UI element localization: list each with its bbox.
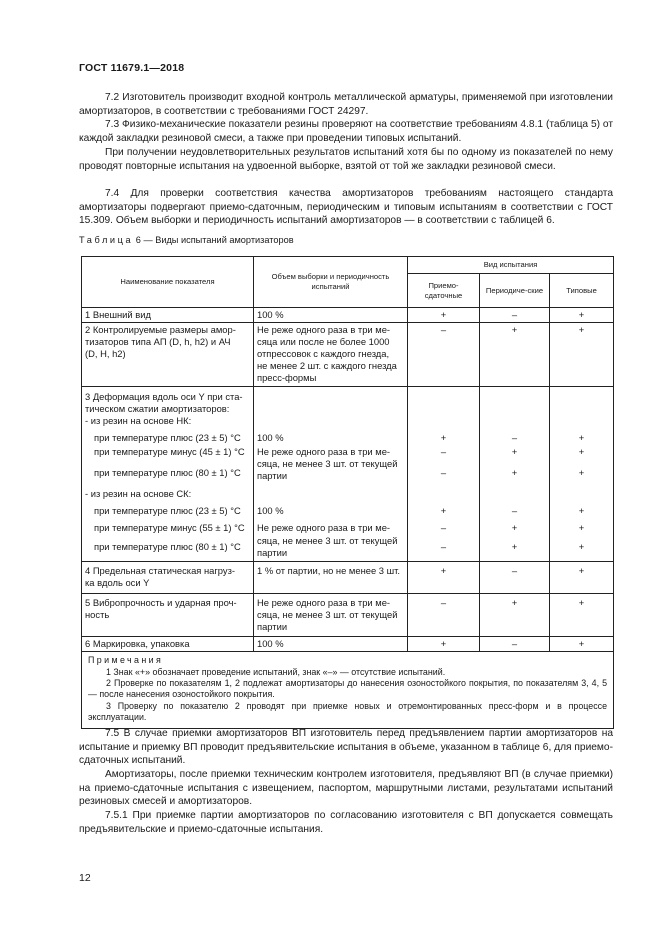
row-3c-periodic: + (480, 461, 550, 483)
note-3: 3 Проверку по показателю 2 проводят при приемке новых и отремонтированных пресс-форм и в процессе эксплуатации. (88, 700, 608, 723)
row-3b-periodic: + (480, 445, 550, 461)
row-3-name (82, 386, 254, 428)
row-1-volume: 100 % (254, 308, 408, 323)
table-row (82, 386, 614, 428)
document-header: ГОСТ 11679.1—2018 (79, 62, 185, 74)
table-row (82, 445, 614, 461)
row-3c-name: при температуре плюс (80 ± 1) °С (82, 461, 254, 483)
row-2-name (82, 323, 254, 386)
row-3-name-line: - из резин на основе НК: (85, 414, 192, 426)
table-row (82, 518, 614, 535)
row-3a-name: при температуре плюс (23 ± 5) °С (82, 428, 254, 445)
table-caption (79, 235, 294, 245)
row-5-periodic: + (480, 593, 550, 636)
row-5-name-line: 5 Вибропрочность и ударная проч- (85, 596, 237, 608)
note-1: 1 Знак «+» обозначает проведение испытаний, знак «–» — отсутствие испытаний. (106, 666, 446, 677)
row-3ef-volume-line: партии (257, 546, 288, 558)
row-3d-periodic: – (480, 504, 550, 518)
row-2-acceptance: – (408, 323, 480, 386)
row-2-volume-line: сяца или после не более 1000 (257, 336, 390, 348)
row-3bc-volume-line: Не реже одного раза в три ме- (257, 445, 391, 457)
row-1-acceptance: + (408, 308, 480, 323)
row-3-name-line: 3 Деформация вдоль оси Y при ста- (85, 390, 243, 402)
paragraph-retest: При получении неудовлетворительных результатов испытаний хотя бы по одному из показателей по нему проводят повторные испытания на удвоенной выборке, взятой от той же закладки резиновой смеси. (79, 147, 613, 172)
header-name: Наименование показателя (82, 257, 254, 308)
row-2-volume-line: пресс-формы (257, 372, 317, 384)
row-2-type: + (550, 323, 614, 386)
row-6-periodic: – (480, 637, 550, 652)
paragraph-7-4: 7.4 Для проверки соответствия качества амортизаторов требованиям настоящего стандарта амортизаторы подвергают приемо-сдаточным, периодическим и типовым испытаниям в соответствии с ГОСТ 15.309. Объем выборки и периодичность испытаний амортизаторов — в соответствии с таблицей 6. (79, 188, 613, 227)
test-types-table (81, 256, 614, 729)
row-6-acceptance: + (408, 637, 480, 652)
table-caption-word: Таблица (79, 235, 134, 245)
row-3f-periodic: + (480, 536, 550, 562)
row-2-volume-line: отпрессовок с каждого гнезда, (257, 348, 390, 360)
row-1-name: 1 Внешний вид (82, 308, 254, 323)
row-3f-name: при температуре плюс (80 ± 1) °С (82, 536, 254, 562)
row-3a-type: + (550, 428, 614, 445)
header-test-kind: Вид испытания (408, 257, 614, 274)
table-row (82, 561, 614, 593)
paragraph-7-2: 7.2 Изготовитель производит входной контроль металлической арматуры, применяемой при изготовлении амортизаторов, в соответствии с требованиями ГОСТ 24297. (79, 92, 613, 117)
row-3a-acceptance: + (408, 428, 480, 445)
paragraph-7-5: 7.5 В случае приемки амортизаторов ВП изготовитель перед предъявлением партии амортизаторов на испытание и приемку ВП проводит предъявительские испытания в объеме, указанном в таблице 6, для приемо-сдаточных испытаний. (79, 728, 613, 767)
row-3bc-volume (254, 445, 408, 483)
row-3e-type: + (550, 518, 614, 535)
row-4-name (82, 561, 254, 593)
row-3-sk-name: - из резин на основе СК: (82, 483, 254, 504)
row-3e-acceptance: – (408, 518, 480, 535)
row-3ef-volume (254, 518, 408, 561)
row-5-name (82, 593, 254, 636)
note-2: 2 Проверке по показателям 1, 2 подлежат амортизаторы до нанесения озоностойкого покрытия, по показателям 3, 4, 5 — после нанесения озоностойкого покрытия. (88, 677, 608, 700)
row-3e-name: при температуре минус (55 ± 1) °С (82, 518, 254, 535)
paragraph-7-3: 7.3 Физико-механические показатели резины проверяют на соответствие требованиям 4.8.1 (таблица 5) от каждой закладки резиновой смеси, а также при проведении типовых испытаний. (79, 119, 613, 144)
row-5-volume-line: сяца, не менее 3 шт. от текущей (257, 608, 398, 620)
row-5-volume (254, 593, 408, 636)
table-row (82, 308, 614, 323)
table-caption-title: 6 — Виды испытаний амортизаторов (133, 235, 294, 245)
notes-row (82, 652, 614, 728)
row-3d-acceptance: + (408, 504, 480, 518)
row-6-volume: 100 % (254, 637, 408, 652)
row-1-periodic: – (480, 308, 550, 323)
row-3b-name: при температуре минус (45 ± 1) °С (82, 445, 254, 461)
row-4-periodic: – (480, 561, 550, 593)
row-5-volume-line: партии (257, 620, 288, 632)
row-2-name-line: 2 Контролируемые размеры амор- (85, 324, 236, 336)
page-number: 12 (79, 872, 91, 884)
row-4-acceptance: + (408, 561, 480, 593)
row-2-volume-line: не менее 2 шт. с каждого гнезда (257, 360, 397, 372)
row-5-acceptance: – (408, 593, 480, 636)
paragraph-presentation: Амортизаторы, после приемки техническим контролем изготовителя, предъявляют ВП (в случае приемки) на приемо-сдаточные испытания с извещением, паспортом, маршрутными листами, результатами испытаний резиновых смесей и амортизаторов. (79, 769, 613, 808)
row-3ef-volume-line: Не реже одного раза в три ме- (257, 522, 391, 534)
row-2-volume (254, 323, 408, 386)
row-4-name-line: ка вдоль оси Y (85, 576, 150, 588)
row-3a-periodic: – (480, 428, 550, 445)
row-3d-name: при температуре плюс (23 ± 5) °С (82, 504, 254, 518)
row-6-name: 6 Маркировка, упаковка (82, 637, 254, 652)
paragraph-7-5-1: 7.5.1 При приемке партии амортизаторов по согласованию изготовителя с ВП допускается совмещать предъявительские и приемо-сдаточные испытания. (79, 810, 613, 835)
notes-title: Примечания (88, 655, 164, 666)
row-3c-type: + (550, 461, 614, 483)
header-volume: Объем выборки и периодичность испытаний (254, 257, 408, 308)
row-3bc-volume-line: сяца, не менее 3 шт. от текущей (257, 458, 398, 470)
row-5-volume-line: Не реже одного раза в три ме- (257, 596, 391, 608)
row-4-type: + (550, 561, 614, 593)
row-5-type: + (550, 593, 614, 636)
row-1-type: + (550, 308, 614, 323)
row-3bc-volume-line: партии (257, 470, 288, 482)
row-3b-acceptance: – (408, 445, 480, 461)
row-6-type: + (550, 637, 614, 652)
row-2-name-line: тизаторов типа АП (D, h, h2) и АЧ (85, 336, 231, 348)
table-row (82, 637, 614, 652)
header-type: Типовые (550, 274, 614, 308)
table-row (82, 428, 614, 445)
row-3e-periodic: + (480, 518, 550, 535)
header-periodic: Периодиче-ские (480, 274, 550, 308)
row-3-name-line: тическом сжатии амортизаторов: (85, 402, 230, 414)
table-row (82, 483, 614, 504)
row-3c-acceptance: – (408, 461, 480, 483)
row-4-volume: 1 % от партии, но не менее 3 шт. (254, 561, 408, 593)
table-row (82, 323, 614, 386)
row-3d-volume: 100 % (254, 504, 408, 518)
table-notes (82, 652, 614, 728)
row-2-periodic: + (480, 323, 550, 386)
row-5-name-line: ность (85, 608, 110, 620)
row-3b-type: + (550, 445, 614, 461)
table-row (82, 504, 614, 518)
row-3f-acceptance: – (408, 536, 480, 562)
header-acceptance: Приемо-сдаточные (408, 274, 480, 308)
row-2-volume-line: Не реже одного раза в три ме- (257, 324, 391, 336)
row-2-name-line: (D, H, h2) (85, 348, 126, 360)
row-3a-volume: 100 % (254, 428, 408, 445)
row-3ef-volume-line: сяца, не менее 3 шт. от текущей (257, 534, 398, 546)
row-3f-type: + (550, 536, 614, 562)
row-3d-type: + (550, 504, 614, 518)
table-row (82, 593, 614, 636)
row-4-name-line: 4 Предельная статическая нагруз- (85, 564, 236, 576)
